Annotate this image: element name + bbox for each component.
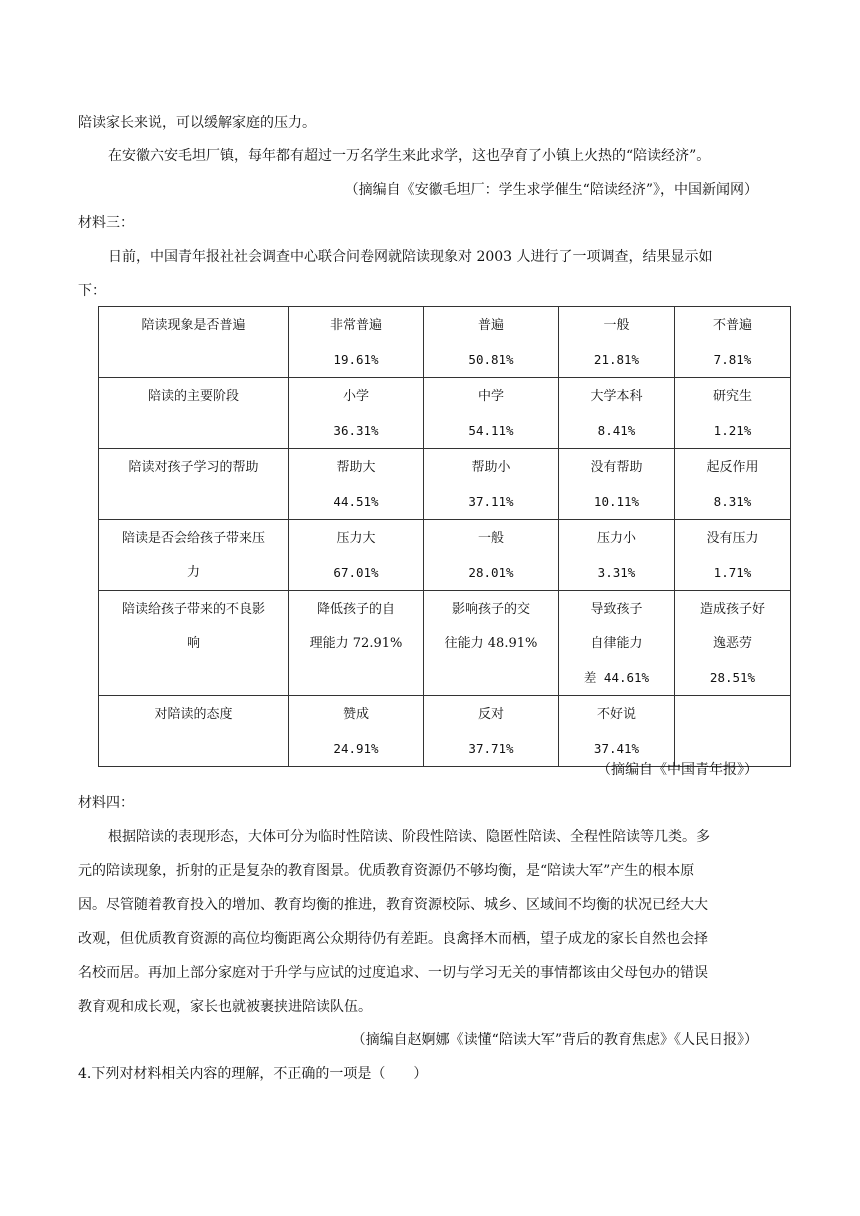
table-cell <box>559 449 675 520</box>
table-cell <box>424 520 559 591</box>
cell-text: 28.51% <box>709 670 756 685</box>
table-cell <box>424 378 559 449</box>
material-4-line: 根据陪读的表现形态，大体可分为临时性陪读、阶段性陪读、隐匿性陪读、全程性陪读等几类。多 <box>108 829 710 845</box>
cell-text: 大学本科 <box>590 389 643 404</box>
table-row <box>99 696 791 767</box>
survey-table <box>98 306 791 767</box>
cell-text: 小学 <box>342 389 369 404</box>
table-cell <box>559 307 675 378</box>
material-3-heading: 材料三： <box>78 215 134 231</box>
cell-text: 反对 <box>477 707 504 722</box>
cell-text: 影响孩子的交 <box>451 602 530 617</box>
material-4-line: 教育观和成长观，家长也就被裹挟进陪读队伍。 <box>78 999 372 1015</box>
material-4-line: 改观，但优质教育资源的高位均衡距离公众期待仍有差距。良禽择木而栖，望子成龙的家长自然也会择 <box>78 931 708 947</box>
source-citation-1: （摘编自《安徽毛坦厂：学生求学催生“陪读经济”》，中国新闻网） <box>344 182 758 198</box>
row-header-text: 陪读对孩子学习的帮助 <box>128 460 259 475</box>
cell-text: 54.11% <box>468 423 514 438</box>
row-header-cell <box>99 378 289 449</box>
table-row <box>99 520 791 591</box>
table-cell <box>424 696 559 767</box>
cell-text: 8.41% <box>597 423 636 438</box>
cell-text: 8.31% <box>713 494 752 509</box>
table-cell <box>559 520 675 591</box>
cell-text: 7.81% <box>713 352 752 367</box>
table-row <box>99 378 791 449</box>
table-cell <box>559 591 675 696</box>
cell-text: 21.81% <box>593 352 640 367</box>
material-4-line: 因。尽管随着教育投入的增加、教育均衡的推进，教育资源校际、城乡、区域间不均衡的状况已经大大 <box>78 897 708 913</box>
table-cell <box>675 520 791 591</box>
cell-text: 24.91% <box>333 741 379 756</box>
cell-text: 3.31% <box>597 565 636 580</box>
row-header-cell <box>99 520 289 591</box>
row-header-cell <box>99 449 289 520</box>
table-cell <box>675 591 791 696</box>
cell-text: 没有压力 <box>706 531 759 546</box>
cell-text: 不普遍 <box>712 318 752 333</box>
cell-text: 37.41% <box>593 741 640 756</box>
survey-intro-line-2: 下： <box>78 283 106 299</box>
table-row <box>99 449 791 520</box>
table-cell <box>424 449 559 520</box>
cell-text: 帮助大 <box>336 460 376 475</box>
cell-text: 67.01% <box>333 565 379 580</box>
cell-text: 压力大 <box>336 531 376 546</box>
material-4-line: 元的陪读现象，折射的正是复杂的教育图景。优质教育资源仍不够均衡，是“陪读大军”产生的根本原 <box>78 863 695 879</box>
cell-text: 28.01% <box>468 565 514 580</box>
paragraph-continuation: 陪读家长来说，可以缓解家庭的压力。 <box>78 115 316 131</box>
table-cell <box>289 449 424 520</box>
source-citation-3: （摘编自赵婀娜《读懂“陪读大军”背后的教育焦虑》《人民日报》） <box>351 1032 758 1048</box>
table-row <box>99 591 791 696</box>
cell-text: 36.31% <box>333 423 379 438</box>
row-header-cell <box>99 307 289 378</box>
table-cell <box>289 591 424 696</box>
table-cell <box>675 378 791 449</box>
cell-text: 不好说 <box>596 707 636 722</box>
table-cell <box>289 378 424 449</box>
paragraph-economy: 在安徽六安毛坦厂镇，每年都有超过一万名学生来此求学，这也孕育了小镇上火热的“陪读经济”。 <box>108 148 711 164</box>
row-header-cell <box>99 696 289 767</box>
cell-text: 37.71% <box>468 741 514 756</box>
material-4-line: 名校而居。再加上部分家庭对于升学与应试的过度追求、一切与学习无关的事情都该由父母包办的错误 <box>78 965 708 981</box>
cell-text: 降低孩子的自 <box>316 602 395 617</box>
question-4: 4.下列对材料相关内容的理解，不正确的一项是（ ） <box>78 1066 428 1082</box>
cell-text: 没有帮助 <box>590 460 643 475</box>
cell-text: 自律能力 <box>590 636 643 651</box>
cell-text: 理能力 72.91% <box>309 636 403 651</box>
source-citation-2: （摘编自《中国青年报》） <box>597 762 758 778</box>
cell-text: 1.71% <box>713 565 752 580</box>
row-header-text: 陪读是否会给孩子带来压 <box>121 531 265 546</box>
cell-text: 一般 <box>603 318 630 333</box>
cell-text: 37.11% <box>468 494 514 509</box>
row-header-text: 陪读现象是否普遍 <box>141 318 246 333</box>
table-cell <box>424 307 559 378</box>
cell-text: 44.51% <box>333 494 379 509</box>
table-cell <box>675 696 791 767</box>
table-cell <box>675 449 791 520</box>
cell-text: 普遍 <box>477 318 504 333</box>
table-cell <box>675 307 791 378</box>
cell-text: 赞成 <box>342 707 369 722</box>
table-cell <box>289 520 424 591</box>
cell-text: 起反作用 <box>706 460 759 475</box>
row-header-text: 对陪读的态度 <box>154 707 233 722</box>
table-cell <box>424 591 559 696</box>
row-header-text: 陪读的主要阶段 <box>147 389 239 404</box>
table-row <box>99 307 791 378</box>
cell-text: 导致孩子 <box>590 602 643 617</box>
material-4-heading: 材料四： <box>78 795 134 811</box>
cell-text: 非常普遍 <box>329 318 382 333</box>
cell-text: 逸恶劳 <box>712 636 752 651</box>
row-header-text: 响 <box>186 636 200 651</box>
table-cell <box>559 378 675 449</box>
row-header-text: 力 <box>186 565 200 580</box>
cell-text: 1.21% <box>713 423 752 438</box>
cell-text: 10.11% <box>593 494 640 509</box>
table-cell <box>559 696 675 767</box>
cell-text: 一般 <box>477 531 504 546</box>
row-header-text: 陪读给孩子带来的不良影 <box>121 602 265 617</box>
row-header-cell <box>99 591 289 696</box>
cell-text: 差 44.61% <box>583 670 650 685</box>
cell-text: 研究生 <box>712 389 752 404</box>
cell-text: 19.61% <box>333 352 379 367</box>
survey-intro-line-1: 日前，中国青年报社社会调查中心联合问卷网就陪读现象对 2003 人进行了一项调查，结果显示如 <box>108 249 713 265</box>
table-cell <box>289 307 424 378</box>
table-cell <box>289 696 424 767</box>
cell-text: 压力小 <box>596 531 636 546</box>
cell-text: 中学 <box>477 389 504 404</box>
cell-text: 帮助小 <box>471 460 511 475</box>
cell-text: 往能力 48.91% <box>444 636 538 651</box>
cell-text: 50.81% <box>468 352 514 367</box>
cell-text: 造成孩子好 <box>699 602 765 617</box>
